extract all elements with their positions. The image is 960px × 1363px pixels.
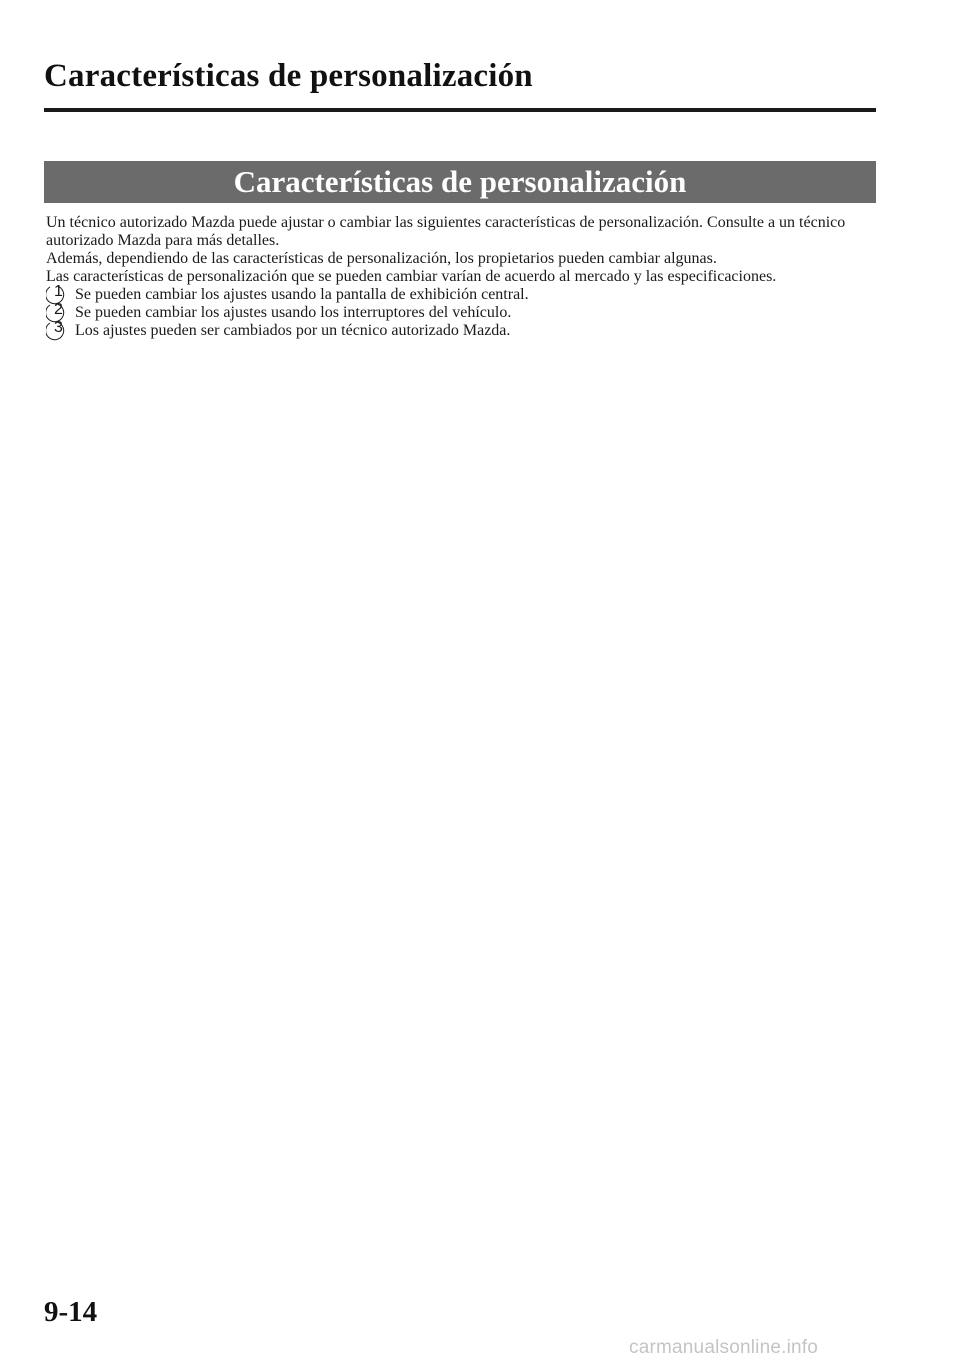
body-text [46, 214, 876, 340]
market-paragraph: Las características de personalización que se pueden cambiar varían de acuerdo al mercado y las especificaciones. [46, 268, 777, 285]
header-rule [44, 108, 876, 112]
page-header-title: Características de personalización [44, 58, 533, 94]
circled-number-1-icon: 1 [46, 286, 66, 304]
legend-text-3: Los ajustes pueden ser cambiados por un técnico autorizado Mazda. [75, 322, 511, 339]
section-title-banner: Características de personalización [44, 161, 876, 203]
legend-text-1: Se pueden cambiar los ajustes usando la pantalla de exhibición central. [75, 286, 529, 303]
intro-paragraph: Un técnico autorizado Mazda puede ajustar o cambiar las siguientes características de personalización. Consulte a un técnico autorizado Mazda para más detalles. [46, 214, 846, 249]
page-number: 9-14 [44, 1296, 98, 1328]
circled-number-3-icon: 3 [46, 322, 66, 340]
legend-item-3 [46, 319, 876, 340]
owners-paragraph: Además, dependiendo de las características de personalización, los propietarios pueden cambiar algunas. [46, 250, 717, 267]
circled-number-2-icon: 2 [46, 304, 66, 322]
legend-item-1 [46, 283, 876, 304]
legend-item-2 [46, 301, 876, 322]
legend-text-2: Se pueden cambiar los ajustes usando los interruptores del vehículo. [75, 304, 512, 321]
watermark-text: carmanualsonline.info [629, 1337, 819, 1358]
